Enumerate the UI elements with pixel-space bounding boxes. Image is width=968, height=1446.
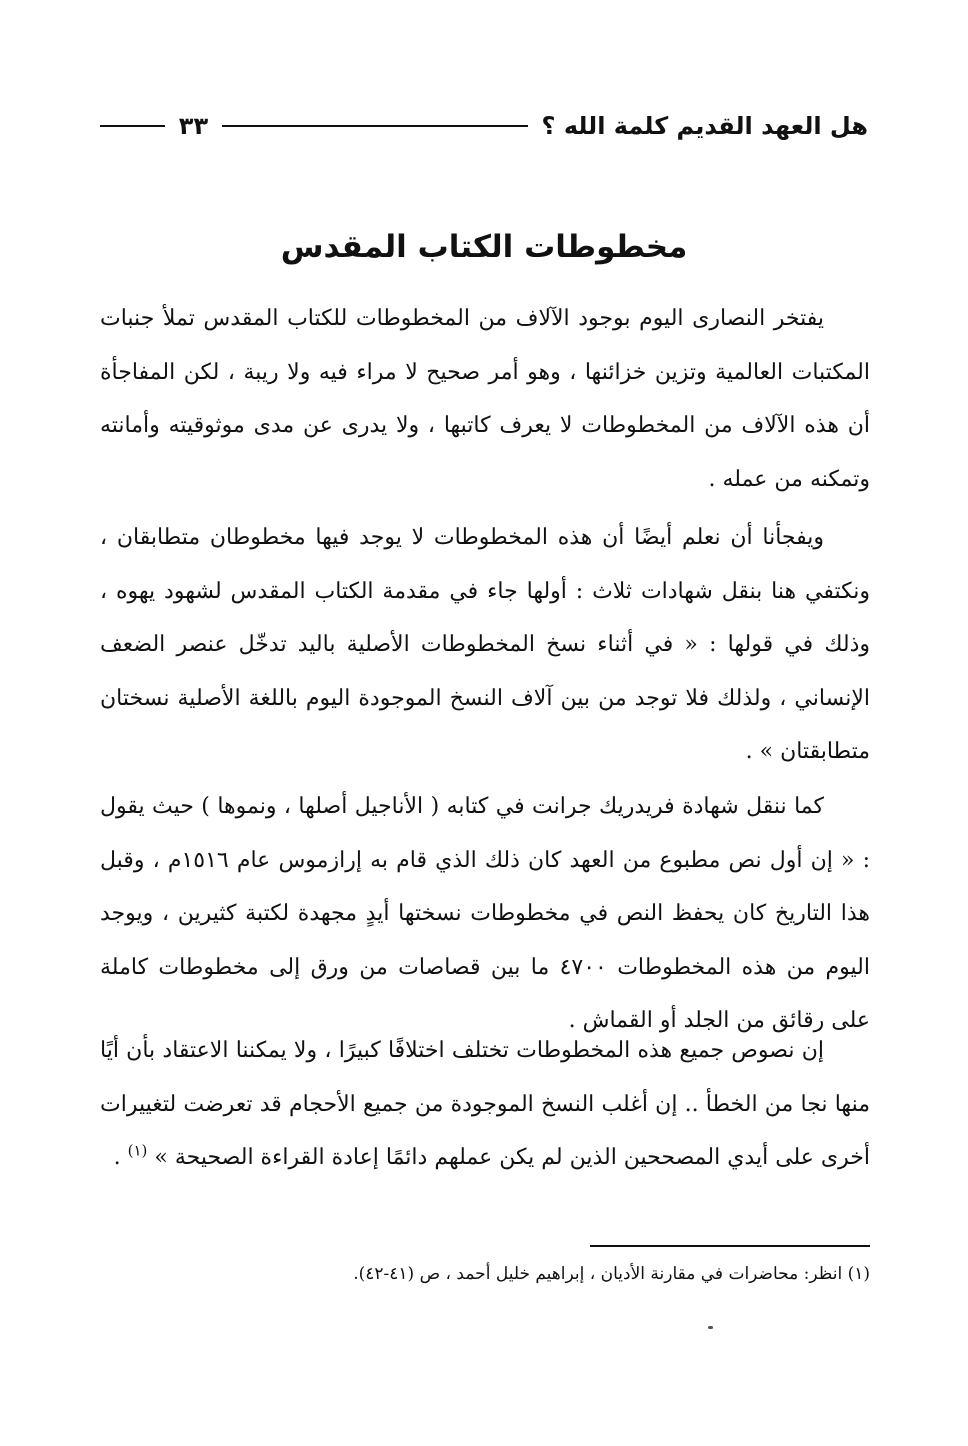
header-rule [222, 125, 527, 127]
paragraph-4 [100, 1024, 870, 1185]
footnote: (١) انظر: محاضرات في مقارنة الأديان ، إبراهيم خليل أحمد ، ص (٤١-٤٢). [353, 1264, 870, 1284]
running-header [100, 104, 868, 148]
paragraph-text: يفتخر النصارى اليوم بوجود الآلاف من المخطوطات للكتاب المقدس تملأ جنبات المكتبات العالمية وتزين خزائنها ، وهو أمر صحيح لا مراء فيه ولا ريبة ، لكن المفاجأة أن هذه الآلاف من المخطوطات لا يعرف كاتبها ، ولا يدرى عن مدى موثوقيته وأمانته وتمكنه من عمله . [100, 306, 870, 492]
footnote-divider [590, 1245, 870, 1247]
page-number: ٣٣ [178, 112, 209, 140]
paragraph-3 [100, 780, 870, 1048]
paragraph-1 [100, 292, 870, 506]
paragraph-text: كما ننقل شهادة فريدريك جرانت في كتابه ( الأناجيل أصلها ، ونموها ) حيث يقول : « إن أول نص مطبوع من العهد كان ذلك الذي قام به إرازموس عام ١٥١٦م ، وقبل هذا التاريخ كان يحفظ النص في مخطوطات نسختها أيدٍ مجهدة لكتبة كثيرين ، ويوجد اليوم من هذه المخطوطات ٤٧٠٠ ما بين قصاصات من ورق إلى مخطوطات كاملة على رقائق من الجلد أو القماش . [100, 794, 870, 1033]
paragraph-text-wrapper [100, 1024, 870, 1185]
running-title: هل العهد القديم كلمة الله ؟ [541, 112, 868, 140]
section-title: مخطوطات الكتاب المقدس [280, 229, 688, 265]
footnote-reference[interactable]: (١) [127, 1141, 148, 1160]
paragraph-text: إن نصوص جميع هذه المخطوطات تختلف اختلافًا كبيرًا ، ولا يمكننا الاعتقاد بأن أيًا منها نجا من الخطأ .. إن أغلب النسخ الموجودة من جميع الأحجام قد تعرضت لتغييرات أخرى على أيدي المصححين الذين لم يكن عملهم دائمًا إعادة القراءة الصحيحة » [100, 1038, 870, 1170]
paragraph-2 [100, 511, 870, 779]
header-rule-end [100, 125, 165, 127]
print-speck [708, 1326, 713, 1329]
paragraph-end: . [113, 1145, 128, 1170]
paragraph-text: ويفجأنا أن نعلم أيضًا أن هذه المخطوطات لا يوجد فيها مخطوطان متطابقان ، ونكتفي هنا بنقل شهادات ثلاث : أولها جاء في مقدمة الكتاب المقدس لشهود يهوه ، وذلك في قولها : « في أثناء نسخ المخطوطات الأصلية باليد تدخّل عنصر الضعف الإنساني ، ولذلك فلا توجد من بين آلاف النسخ الموجودة اليوم باللغة الأصلية نسختان متطابقتان » . [100, 525, 870, 764]
